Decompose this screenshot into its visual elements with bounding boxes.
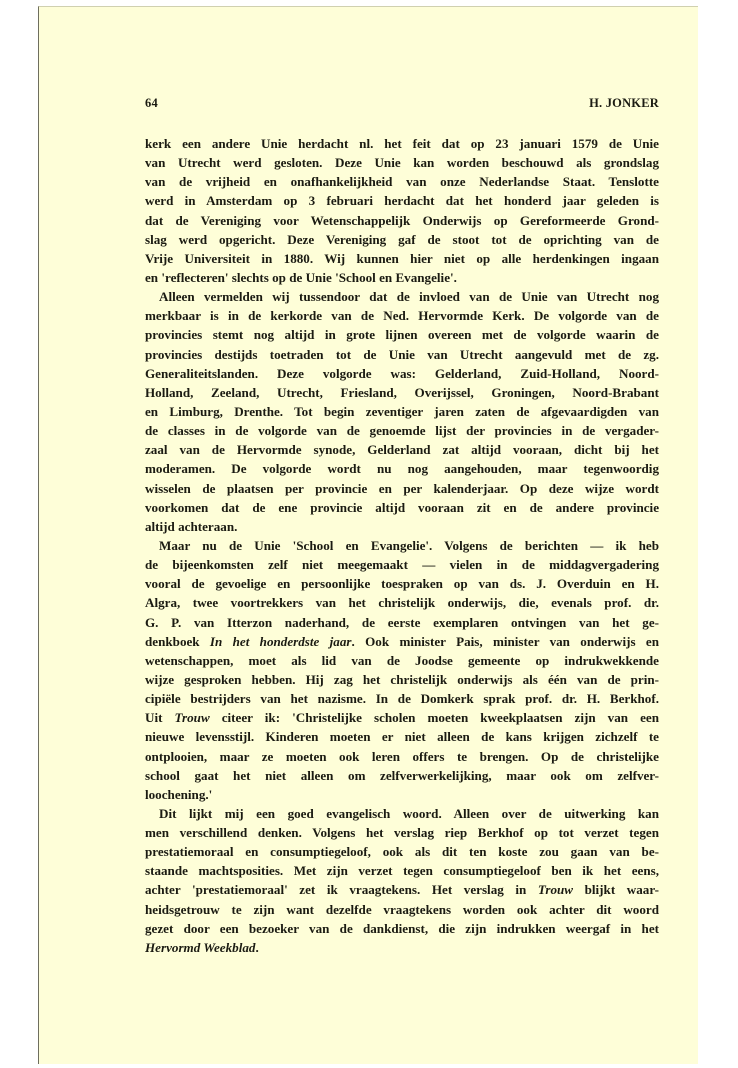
text-line: provincies destijds toetraden tot de Unie van Utrecht aangevuld met de zg. — [145, 346, 659, 362]
text-line — [145, 938, 659, 957]
text-line: vooral de gevoelige en persoonlijke toespraken op van ds. J. Overduin en H. — [145, 576, 659, 592]
text-segment: achter 'prestatiemoraal' zet ik vraagtekens. Het verslag in — [145, 882, 538, 898]
text-line: zaal van de Hervormde synode, Gelderland zat altijd vooraan, dicht bij het — [145, 442, 659, 458]
text-line: Generaliteitslanden. Deze volgorde was: Gelderland, Zuid-Holland, Noord- — [145, 365, 659, 381]
text-line: Maar nu de Unie 'School en Evangelie'. Volgens de berichten — ik heb — [159, 537, 659, 553]
text-line: van de vrijheid en onafhankelijkheid van onze Nederlandse Staat. Tenslotte — [145, 174, 659, 190]
text-line: de classes in de volgorde van de genoemde lijst der provincies in de vergader- — [145, 423, 659, 439]
text-line: Algra, twee voortrekkers van het christelijk onderwijs, die, evenals prof. dr. — [145, 595, 659, 611]
text-segment: . — [255, 939, 259, 955]
text-line: cipiële bestrijders van het nazisme. In de Domkerk sprak prof. dr. H. Berkhof. — [145, 691, 659, 707]
newspaper-title-italic: Trouw — [174, 710, 210, 726]
text-line: wisselen de plaatsen per provincie en per kalenderjaar. Op deze wijze wordt — [145, 480, 659, 496]
text-line: kerk een andere Unie herdacht nl. het feit dat op 23 januari 1579 de Unie — [145, 136, 659, 151]
page-header — [145, 96, 659, 114]
text-line: van Utrecht werd gesloten. Deze Unie kan worden beschouwd als grondslag — [145, 155, 659, 171]
text-line — [145, 708, 659, 727]
text-line: merkbaar is in de kerkorde van de Ned. Hervormde Kerk. De volgorde van de — [145, 308, 659, 324]
text-line: men verschillend denken. Volgens het verslag riep Berkhof op tot verzet tegen — [145, 825, 659, 841]
text-line: wijze gesproken hebben. Hij zag het christelijk onderwijs als één van de prin- — [145, 671, 659, 687]
book-title-italic: In het honderdste jaar — [209, 633, 352, 649]
text-segment: Uit — [145, 710, 175, 726]
text-segment: blijkt waar- — [573, 882, 659, 898]
text-line: school gaat het niet alleen om zelfverwerkelijking, maar ook om zelfver- — [145, 767, 659, 783]
text-line: Holland, Zeeland, Utrecht, Friesland, Overijssel, Groningen, Noord-Brabant — [145, 384, 659, 400]
text-segment: citeer ik: 'Christelijke scholen moeten kweekplaatsen zijn van een — [209, 710, 659, 726]
text-line: werd in Amsterdam op 3 februari herdacht dat het honderd jaar geleden is — [145, 193, 659, 209]
text-line: Dit lijkt mij een goed evangelisch woord. Alleen over de uitwerking kan — [159, 805, 659, 821]
text-line: G. P. van Itterzon naderhand, de eerste exemplaren ontvingen van het ge- — [145, 614, 659, 630]
running-head-author: H. JONKER — [589, 96, 659, 110]
text-line: nieuwe levensstijl. Kinderen moeten er niet alleen de kans krijgen zichzelf te — [145, 729, 659, 745]
text-line — [145, 880, 659, 899]
newspaper-title-italic: Trouw — [537, 882, 574, 898]
text-line: wetenschappen, moet als lid van de Joodse gemeente op indrukwekkende — [145, 652, 659, 668]
text-segment: denkboek — [145, 633, 210, 649]
text-line: de bijeenkomsten zelf niet meegemaakt — vielen in de middagvergadering — [145, 557, 659, 573]
text-line: Vrije Universiteit in 1880. Wij kunnen hier niet op alle herdenkingen ingaan — [145, 250, 659, 266]
text-line: provincies stemt nog altijd in grote lijnen overeen met de volgorde waarin de — [145, 327, 659, 343]
text-line: prestatiemoraal en consumptiegeloof, ook als dit ten koste zou gaan van be- — [145, 844, 659, 860]
text-line: en Limburg, Drenthe. Tot begin zeventiger jaren zaten de afgevaardigden van — [145, 403, 659, 419]
text-line: Alleen vermelden wij tussendoor dat de invloed van de Unie van Utrecht nog — [159, 289, 659, 305]
text-line: altijd achteraan. — [145, 518, 238, 534]
text-line: dat de Vereniging voor Wetenschappelijk Onderwijs op Gereformeerde Grond- — [145, 212, 659, 228]
text-line: en 'reflecteren' slechts op de Unie 'School en Evangelie'. — [145, 269, 457, 285]
text-line: staande machtsposities. Met zijn verzet tegen consumptiegeloof ben ik het eens, — [145, 863, 659, 879]
text-line: ontplooien, maar ze moeten ook leren offers te brengen. Op de christelijke — [145, 748, 659, 764]
page-number: 64 — [145, 96, 158, 110]
magazine-title-italic: Hervormd Weekblad — [145, 939, 256, 955]
text-line: heidsgetrouw te zijn want dezelfde vraagtekens worden ook achter dit woord — [145, 901, 659, 917]
text-line: voorkomen dat de ene provincie altijd vooraan zit en de andere provincie — [145, 499, 659, 515]
text-line — [145, 632, 659, 651]
text-line: slag werd opgericht. Deze Vereniging gaf de stoot tot de oprichting van de — [145, 231, 659, 247]
text-segment: . Ook minister Pais, minister van onderwijs en — [351, 633, 659, 649]
text-line: moderamen. De volgorde wordt nu nog aangehouden, maar tegenwoordig — [145, 461, 659, 477]
body-text — [145, 134, 659, 957]
text-line: gezet door een bezoeker van de dankdienst, die zijn indrukken weergaf in het — [145, 920, 659, 936]
text-line: loochening.' — [145, 786, 213, 802]
